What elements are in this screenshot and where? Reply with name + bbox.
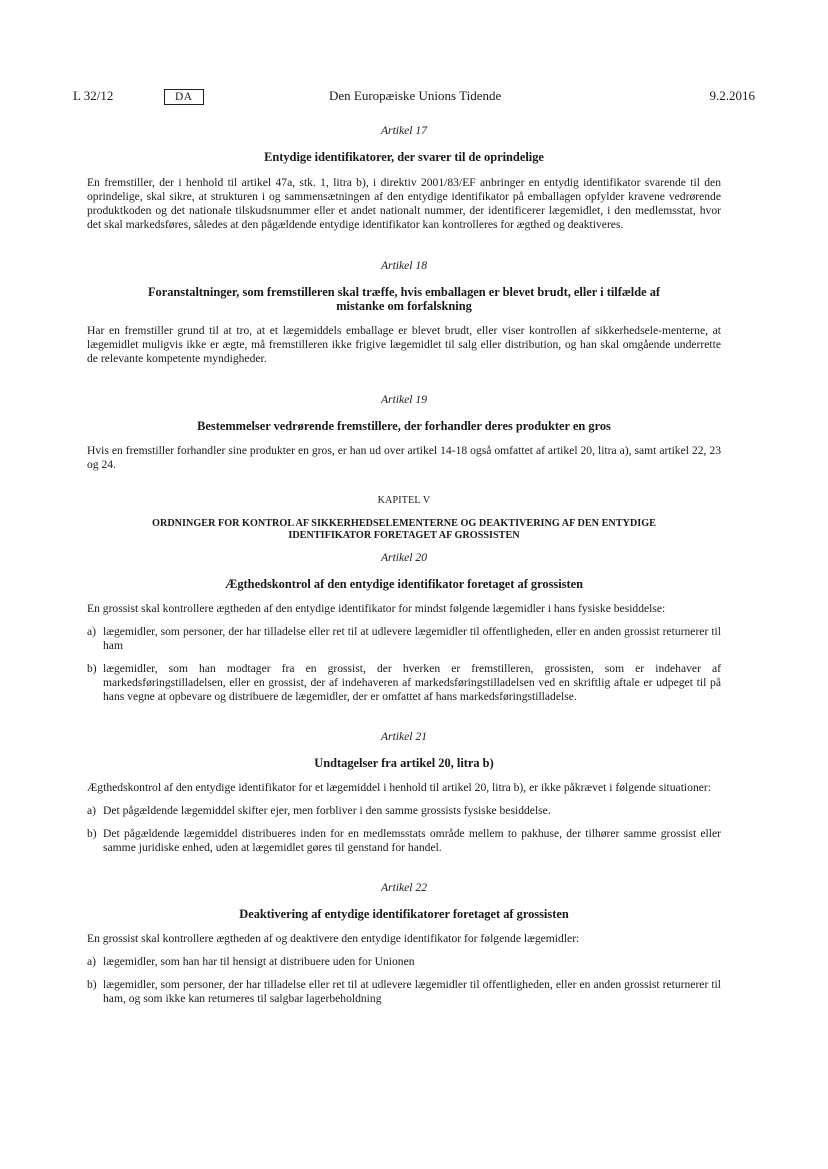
list-item-label: a)	[87, 804, 97, 817]
article-21-title: Undtagelser fra artikel 20, litra b)	[314, 756, 494, 770]
list-item-text: Det pågældende lægemiddel distribueres inden for en medlemsstats område mellem to pakhuse, der tilhører samme grossist eller samme juridiske enhed, uden at lægemidlet gøres til genstand for handel.	[103, 827, 721, 854]
list-item	[87, 625, 721, 653]
journal-title: Den Europæiske Unions Tidende	[329, 88, 502, 103]
page-reference: L 32/12	[73, 88, 114, 103]
article-18-title-line1: Foranstaltninger, som fremstilleren skal træffe, hvis emballagen er blevet brudt, eller i tilfælde af	[147, 285, 661, 299]
article-17-title: Entydige identifikatorer, der svarer til de oprindelige	[264, 150, 544, 164]
article-20-body: En grossist skal kontrollere ægtheden af den entydige identifikator for mindst følgende lægemidler i hans fysiske besiddelse:	[87, 602, 666, 615]
list-item-text: Det pågældende lægemiddel skifter ejer, men forbliver i den samme grossists fysiske besiddelse.	[103, 804, 551, 817]
list-item-text: lægemidler, som han modtager fra en grossist, der hverken er fremstilleren, grossisten, som er indehaver af markedsføringstilladelsen, eller en grossist, der af indehaveren af markedsføringstilladelsen ved en skriftlig aftale er udpeget til på hans vegne at opbevare og distribuere de lægemidler, der er omfattet af hans markedsføringstilladelse.	[103, 662, 721, 703]
list-item	[87, 955, 721, 969]
article-18-body: Har en fremstiller grund til at tro, at et lægemiddels emballage er blevet brudt, eller viser kontrollen af sikkerhedsele-menterne, at lægemidlet muligvis ikke er ægte, må fremstilleren ikke frigive lægemidlet til salg eller distribution, og han skal omgående underrette de relevante kompetente myndigheder.	[87, 324, 721, 365]
list-item-label: b)	[87, 662, 97, 675]
article-18-title-line2: mistanke om forfalskning	[336, 299, 472, 313]
list-item-label: b)	[87, 978, 97, 991]
article-17-number: Artikel 17	[380, 124, 428, 137]
list-item-label: a)	[87, 955, 97, 968]
chapter-title-line1: ORDNINGER FOR KONTROL AF SIKKERHEDSELEMENTERNE OG DEAKTIVERING AF DEN ENTYDIGE	[152, 518, 656, 529]
list-item-text: lægemidler, som han har til hensigt at distribuere uden for Unionen	[103, 955, 415, 968]
article-22-body: En grossist skal kontrollere ægtheden af og deaktivere den entydige identifikator for følgende lægemidler:	[87, 932, 580, 945]
publication-date: 9.2.2016	[709, 88, 755, 103]
document-body	[87, 124, 721, 1006]
list-item	[87, 827, 721, 855]
article-17-body: En fremstiller, der i henhold til artikel 47a, stk. 1, litra b), i direktiv 2001/83/EF anbringer en entydig identifikator svarende til den oprindelige, skal sikre, at strukturen i og sammensætningen af den entydige identifikator på emballagen opfylder kravene vedrørende produktkoden og det nationale tilskudsnummer eller et andet nationalt nummer, der identificerer lægemidlet, i den medlemsstat, hvor det skal markedsføres, således at den pågældende entydige identifikator kan kontrolleres for ægthed og deaktiveres.	[87, 176, 721, 231]
article-22-title: Deaktivering af entydige identifikatorer foretaget af grossisten	[239, 907, 569, 921]
page-header	[73, 88, 755, 108]
article-21-body: Ægthedskontrol af den entydige identifikator for et lægemiddel i henhold til artikel 20, litra b), er ikke påkrævet i følgende situationer:	[87, 781, 711, 794]
article-19-number: Artikel 19	[380, 393, 428, 406]
list-item	[87, 804, 721, 818]
list-item	[87, 978, 721, 1006]
article-22-number: Artikel 22	[380, 881, 428, 894]
language-badge: DA	[164, 89, 204, 105]
chapter-title-line2: IDENTIFIKATOR FORETAGET AF GROSSISTEN	[288, 530, 520, 541]
article-20-number: Artikel 20	[380, 551, 428, 564]
article-21-number: Artikel 21	[380, 730, 428, 743]
article-19-body: Hvis en fremstiller forhandler sine produkter en gros, er han ud over artikel 14-18 også omfattet af artikel 20, litra a), samt artikel 22, 23 og 24.	[87, 444, 721, 471]
list-item-text: lægemidler, som personer, der har tilladelse eller ret til at udlevere lægemidler til offentligheden, eller en anden grossist returnerer til ham	[103, 625, 721, 652]
list-item-label: a)	[87, 625, 97, 638]
article-18-number: Artikel 18	[380, 259, 428, 272]
chapter-label: KAPITEL V	[377, 495, 431, 506]
article-19-title: Bestemmelser vedrørende fremstillere, der forhandler deres produkter en gros	[197, 419, 611, 433]
article-20-title: Ægthedskontrol af den entydige identifikator foretaget af grossisten	[224, 577, 584, 591]
list-item-label: b)	[87, 827, 97, 840]
list-item-text: lægemidler, som personer, der har tilladelse eller ret til at udlevere lægemidler til offentligheden, eller en anden grossist returnerer til ham, og som ikke kan returneres til salgbar lagerbeholdning	[103, 978, 721, 1005]
list-item	[87, 662, 721, 704]
